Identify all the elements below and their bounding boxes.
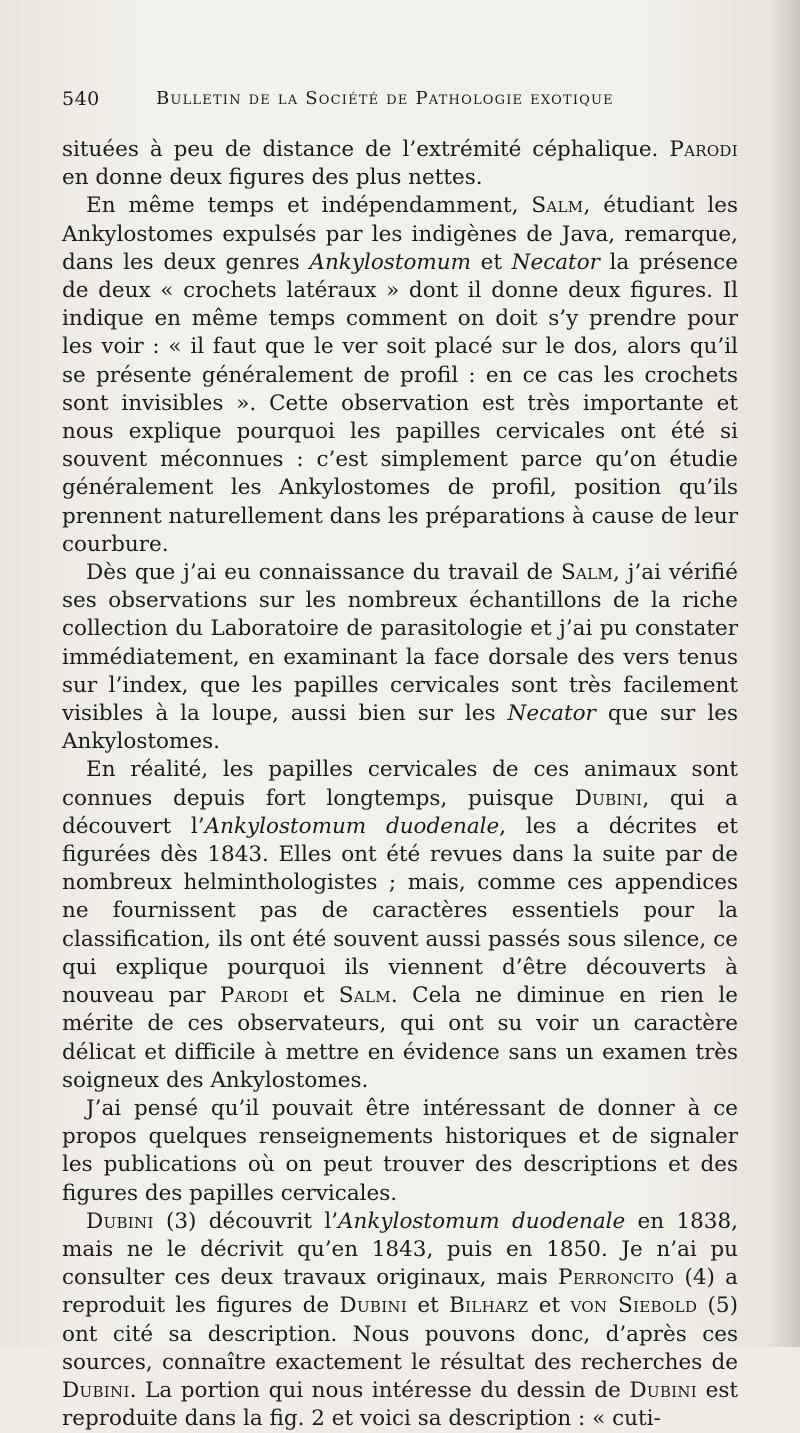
text-run: et — [288, 983, 339, 1009]
text-run: (5) ont cité sa description. Nous pouvons donc, d’après ces sources, connaître exactement le résultat des recherches de — [62, 1293, 738, 1375]
author-name: Dubini — [339, 1293, 408, 1319]
text-run: En réalité, les papilles cervicales de ces animaux sont connues depuis fort longtemps, puisque — [62, 757, 738, 811]
text-run: En même temps et indépendamment, — [86, 193, 532, 219]
text-run: , qui a découvert l’ — [62, 785, 738, 839]
author-name: Salm — [338, 983, 391, 1009]
paragraph — [62, 1208, 738, 1433]
italic-term: Ankylostomum duodenale — [338, 1208, 626, 1234]
author-name: Dubini — [86, 1208, 154, 1234]
paragraph — [62, 136, 738, 192]
text-run: que sur les Ankylostomes. — [62, 701, 738, 755]
italic-term: Ankylostomum duodenale — [204, 813, 500, 839]
text-run: , j’ai vérifié ses observations sur les nombreux échantillons de la riche collection du Laboratoire de parasitologie et j’ai pu constater immédiatement, en examinant la face dorsale des vers tenus sur l’index, que les papilles cervicales sont très facilement visibles à la loupe, aussi bien sur les — [62, 560, 739, 727]
text-run: , les a décrites et figurées dès 1843. Elles ont été revues dans la suite par de nombreux helminthologistes ; mais, comme ces appendices ne fournissent pas de caractères essentiels pour la classification, ils ont été souvent aussi passés sous silence, ce qui explique pourquoi ils viennent d’être découverts à nouveau par — [62, 813, 738, 1009]
author-name: Salm — [560, 560, 614, 586]
author-name: Dubini — [574, 785, 643, 811]
text-run: (3) découvrit l’ — [153, 1208, 339, 1234]
page-number: 540 — [62, 88, 100, 110]
text-run: et — [528, 1293, 571, 1319]
paragraph — [62, 756, 738, 1094]
author-name: Perroncito — [558, 1265, 675, 1291]
text-run: Dès que j’ai eu connaissance du travail de — [86, 560, 561, 586]
author-name: Parodi — [219, 983, 289, 1009]
text-run: J’ai pensé qu’il pouvait être intéressant de donner à ce propos quelques renseignements historiques et de signaler les publications où on peut trouver des descriptions et des figures des papilles cervicales. — [62, 1095, 738, 1206]
text-run: situées à peu de distance de l’extrémité céphalique. — [62, 137, 670, 162]
text-run: en 1838, mais ne le décrivit qu’en 1843, puis en 1850. Je n’ai pu consulter ces deux travaux originaux, mais — [62, 1208, 738, 1291]
author-name: Bilharz — [449, 1293, 529, 1319]
body-text — [62, 136, 738, 1433]
italic-term: Ankylostomum — [309, 249, 472, 275]
page-edge-shadow — [770, 0, 800, 1347]
text-run: est reproduite dans la fig. 2 et voici sa description : « cuti- — [62, 1377, 739, 1432]
text-run: la présence de deux « crochets latéraux » dont il donne deux figures. Il indique en même temps comment on doit s’y prendre pour les voir : « il faut que le ver soit placé sur le dos, alors qu’il se présente généralement de profil : en ce cas les crochets sont invisibles ». Cette observation est très importante et nous explique pourquoi les papilles cervicales ont été si souvent méconnues : c’est simplement parce qu’on étudie généralement les Ankylostomes de profil, position qu’ils prennent naturellement dans les préparations à cause de leur courbure. — [62, 249, 738, 557]
text-run: et — [407, 1293, 450, 1319]
italic-term: Necator — [507, 701, 596, 727]
italic-term: Necator — [511, 249, 600, 275]
paragraph — [62, 1095, 738, 1208]
author-name: Salm — [531, 193, 584, 219]
text-run: en donne deux figures des plus nettes. — [62, 165, 483, 191]
author-name: Parodi — [669, 137, 738, 162]
author-name: Dubini — [62, 1377, 130, 1403]
text-run: et — [471, 249, 512, 275]
text-run: , étudiant les Ankylostomes expulsés par les indigènes de Java, remarque, dans les deux genres — [62, 193, 738, 275]
paragraph — [62, 559, 738, 756]
author-name: von Siebold — [570, 1293, 698, 1319]
text-run: . La portion qui nous intéresse du dessin de — [129, 1377, 630, 1403]
paragraph — [62, 192, 738, 559]
text-run: (4) a reproduit les figures de — [62, 1265, 738, 1319]
journal-title: Bulletin de la Société de Pathologie exotique — [156, 88, 614, 109]
text-run: . Cela ne diminue en rien le mérite de ces observateurs, qui ont su voir un caractère délicat et difficile à mettre en évidence sans un examen très soigneux des Ankylostomes. — [62, 983, 738, 1093]
author-name: Dubini — [629, 1377, 698, 1403]
